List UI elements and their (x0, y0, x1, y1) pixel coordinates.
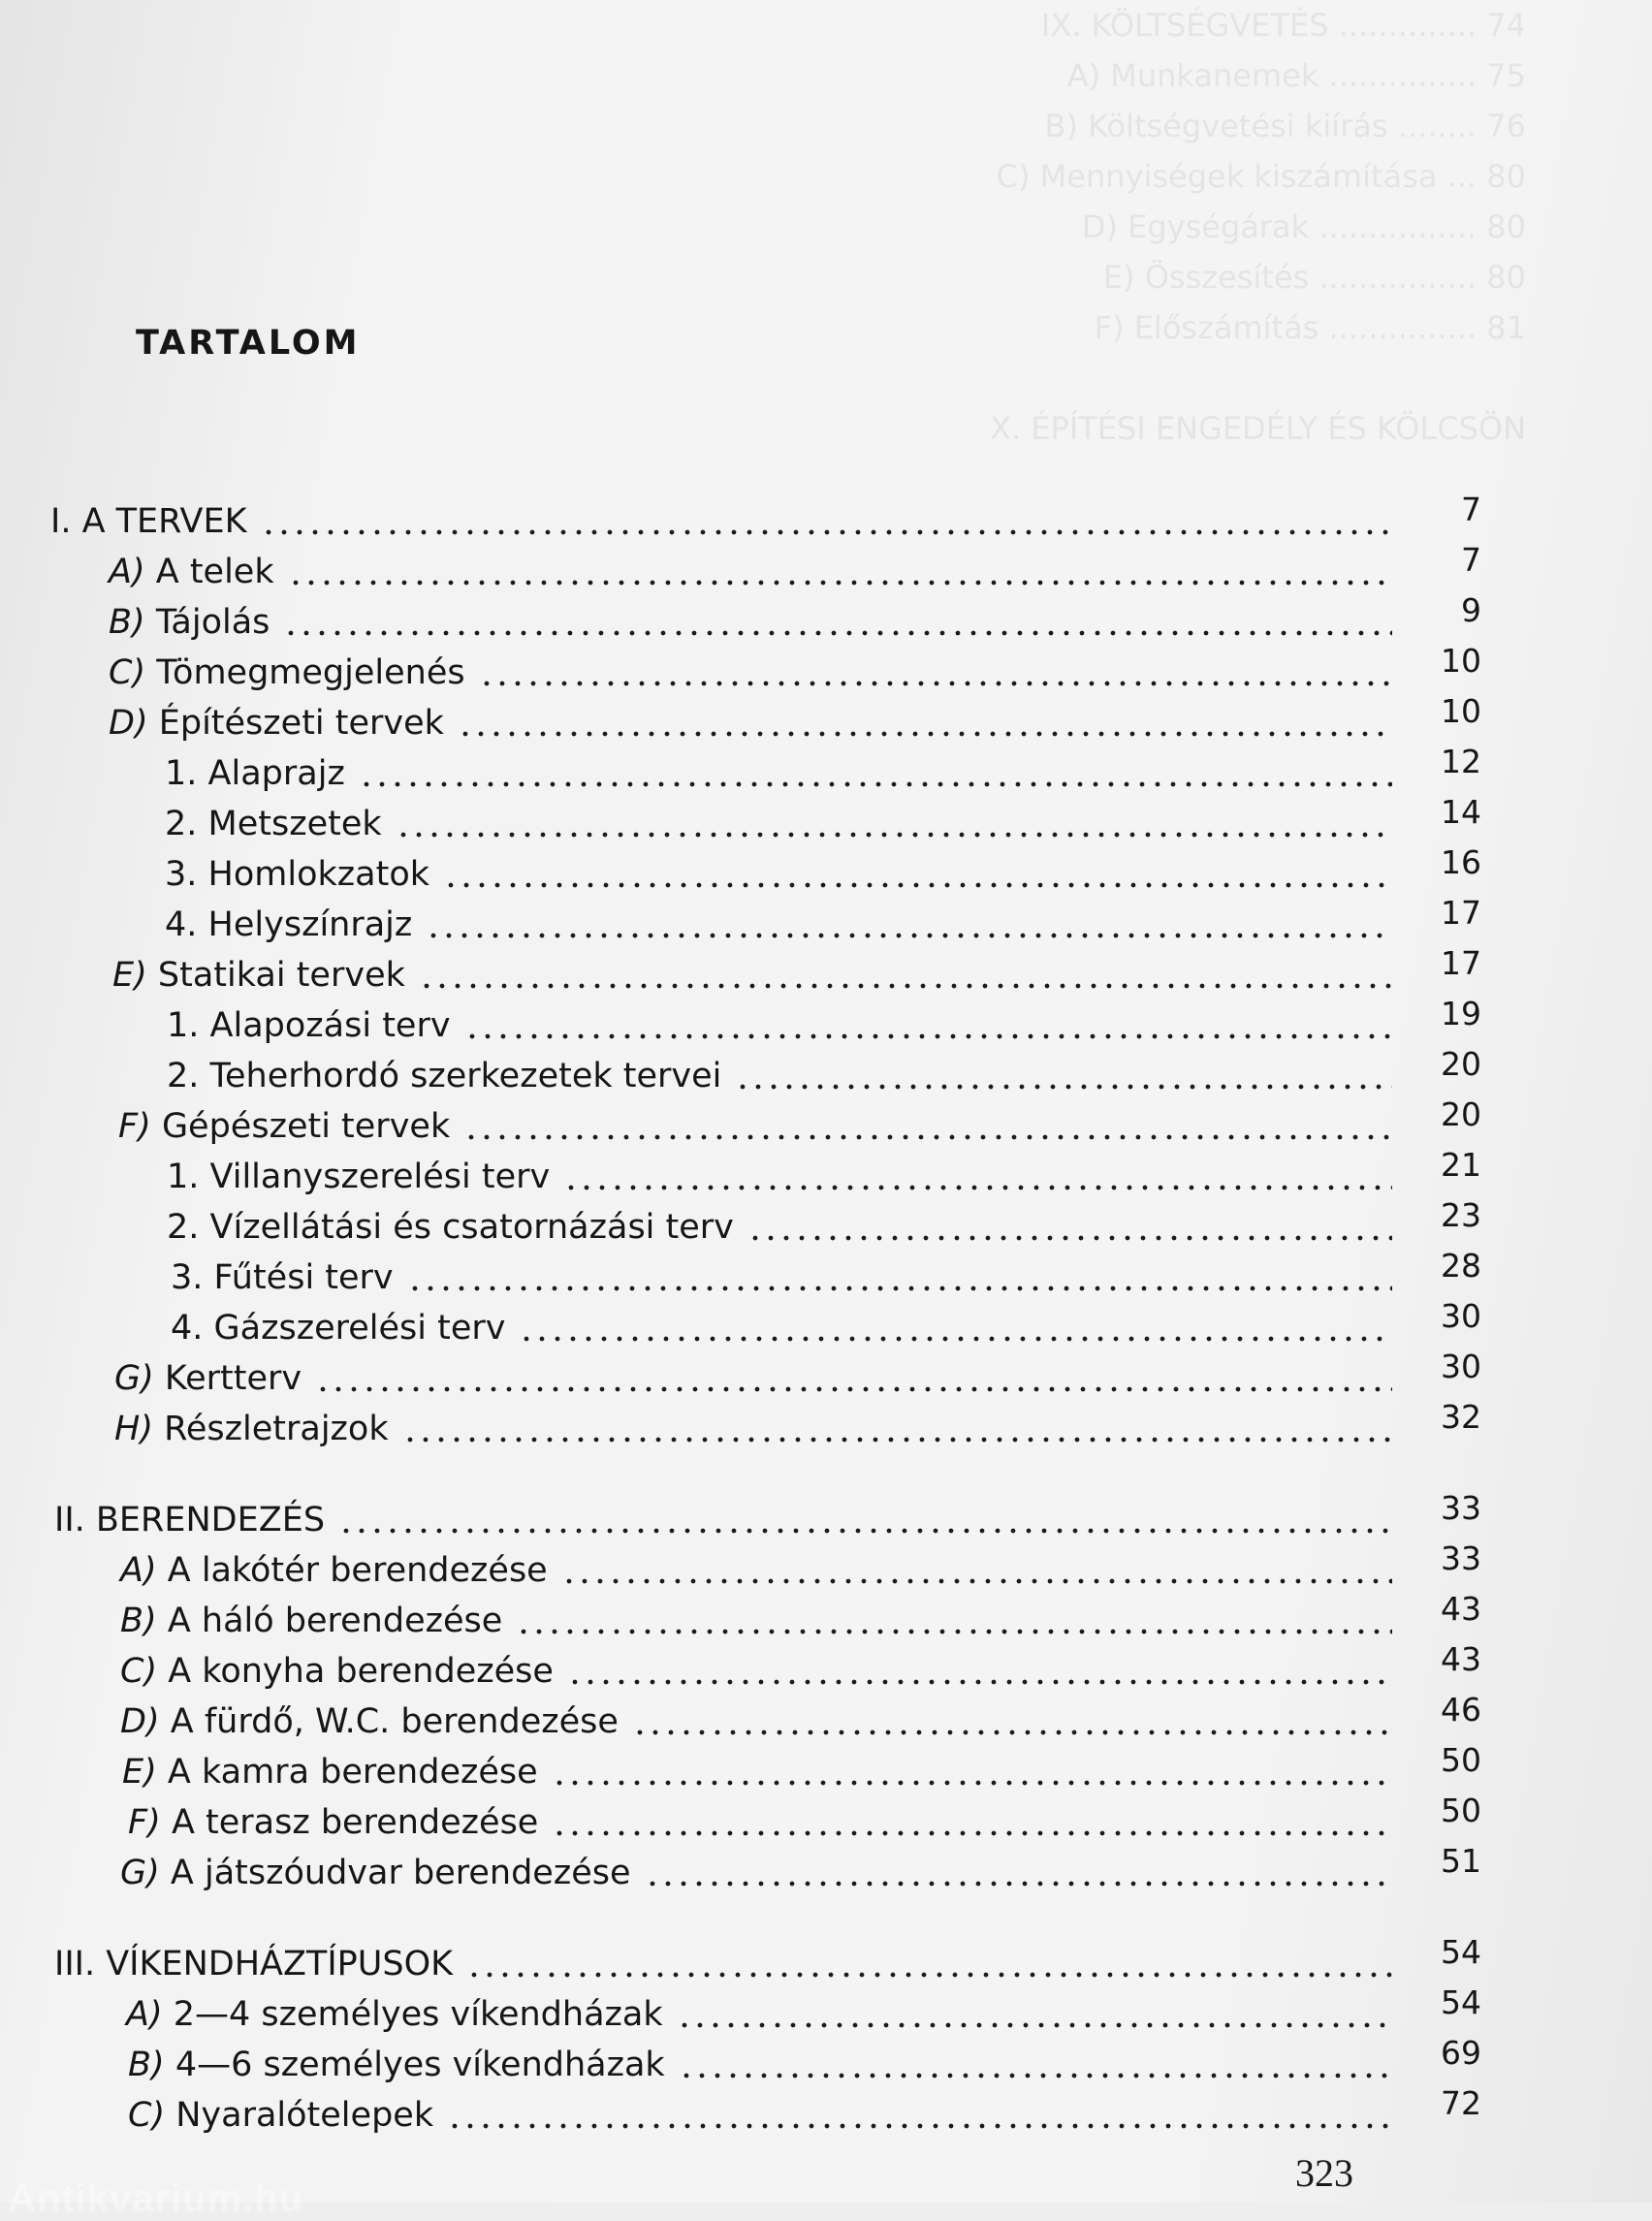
bleed-through-text: IX. KÖLTSÉGVETÉS .............. 74 A) Munkanemek ............... 75 B) Költségvetési kiírás ........ 76 C) Mennyiségek kiszámítása ... 80 D) Egységárak ................ 80 E) Összesítés ................ 80 F) Előszámítás ............... 81 X. ÉPÍTÉSI ENGEDÉLY ÉS KÖLCSÖN (990, 7, 1526, 447)
dot-leader (359, 779, 1392, 789)
toc-entry-page: 33 (1441, 1489, 1481, 1527)
toc-entry-page: 46 (1441, 1691, 1481, 1729)
toc-entry-text: Nyaralótelepek (175, 2096, 434, 2135)
toc-entry (109, 541, 1481, 593)
toc-entry-text: Metszetek (207, 805, 382, 843)
toc-entry-page: 43 (1441, 1590, 1481, 1628)
toc-entry-page: 17 (1441, 894, 1481, 932)
toc-entry-letter: E) (112, 956, 147, 995)
toc-entry-text: A háló berendezése (167, 1602, 503, 1640)
dot-leader (426, 931, 1392, 940)
toc-entry-text: A lakótér berendezése (167, 1551, 548, 1590)
toc-entry-label (167, 1206, 734, 1249)
toc-entry-number: 2. (167, 1208, 200, 1247)
dot-leader (645, 1879, 1393, 1888)
toc-entry-number: II. (54, 1501, 85, 1539)
toc-entry-text: Építészeti tervek (158, 704, 444, 743)
dot-leader (516, 1627, 1392, 1636)
dot-leader (567, 1677, 1392, 1687)
toc-entry-label (54, 1943, 453, 1985)
toc-entry-letter: C) (109, 653, 146, 692)
toc-entry (167, 1196, 1481, 1249)
toc-entry-text: Alapozási terv (209, 1006, 451, 1045)
toc-entry-number: 1. (165, 754, 198, 793)
toc-entry-label (120, 1549, 548, 1592)
toc-entry-letter: B) (109, 603, 145, 642)
toc-entry-letter: C) (128, 2096, 166, 2135)
dot-leader (464, 1031, 1392, 1041)
toc-entry-text: BERENDEZÉS (95, 1501, 326, 1539)
toc-entry-label (128, 2094, 433, 2137)
toc-entry (118, 1095, 1481, 1148)
dot-leader (735, 1082, 1392, 1092)
toc-entry-label (118, 1105, 450, 1148)
toc-entry-letter: D) (109, 704, 148, 743)
dot-leader (561, 1576, 1392, 1586)
toc-entry-label (171, 1307, 505, 1349)
toc-entry-label (54, 1499, 325, 1541)
dot-leader (283, 628, 1392, 638)
toc-entry-text: A fürdő, W.C. berendezése (170, 1702, 619, 1741)
toc-entry (54, 1489, 1481, 1541)
toc-entry-page: 50 (1441, 1792, 1481, 1829)
dot-leader (396, 830, 1392, 840)
toc-entry (120, 1842, 1481, 1894)
toc-entry-number: 3. (171, 1258, 204, 1297)
toc-entry-page: 7 (1461, 491, 1481, 528)
toc-entry-label (120, 1852, 631, 1894)
toc-entry-letter: E) (122, 1753, 157, 1792)
dot-leader (407, 1284, 1392, 1293)
toc-entry-label (128, 1801, 538, 1844)
dot-leader (443, 880, 1392, 890)
toc-entry-label (122, 1751, 538, 1793)
toc-entry-text: A TERVEK (81, 502, 247, 541)
toc-entry-page: 20 (1441, 1095, 1481, 1133)
toc-entry-text: 4—6 személyes víkendházak (175, 2046, 665, 2084)
toc-entry-text: VÍKENDHÁZTÍPUSOK (106, 1945, 454, 1983)
toc-entry-text: A kamra berendezése (167, 1753, 538, 1792)
toc-entry-page: 50 (1441, 1741, 1481, 1779)
toc-entry (165, 843, 1481, 896)
toc-entry-letter: A) (126, 1995, 163, 2034)
toc-entry-number: I. (50, 502, 72, 541)
dot-leader (479, 679, 1392, 688)
toc-entry-letter: F) (128, 1803, 161, 1842)
toc-entry-label (114, 1408, 389, 1450)
toc-entry-label (109, 601, 270, 644)
toc-entry-label (120, 1600, 502, 1642)
toc-entry-number: 2. (167, 1057, 200, 1095)
toc-entry-letter: D) (120, 1702, 160, 1741)
toc-entry-number: 4. (171, 1309, 204, 1348)
toc-entry-page: 7 (1461, 541, 1481, 579)
toc-entry-text: Gázszerelési terv (213, 1309, 506, 1348)
toc-entry-number: 1. (167, 1006, 200, 1045)
toc-entry-number: III. (54, 1945, 96, 1983)
dot-leader (552, 1778, 1392, 1788)
toc-entry-text: Tömegmegjelenés (156, 653, 465, 692)
toc-entry-letter: G) (114, 1359, 154, 1398)
toc-entry-page: 10 (1441, 642, 1481, 680)
toc-entry-page: 28 (1441, 1247, 1481, 1285)
toc-entry (171, 1247, 1481, 1299)
toc-entry (120, 1539, 1481, 1592)
toc-entry (171, 1297, 1481, 1349)
toc-entry-number: 1. (167, 1158, 200, 1196)
toc-entry-page: 54 (1441, 1933, 1481, 1971)
toc-entry-letter: C) (120, 1652, 158, 1691)
toc-entry (128, 1792, 1481, 1844)
toc-entry-label (165, 803, 382, 845)
toc-entry (109, 692, 1481, 745)
toc-entry-label (126, 1993, 663, 2036)
toc-entry-text: A konyha berendezése (168, 1652, 554, 1691)
toc-entry-page: 16 (1441, 843, 1481, 881)
toc-entry-label (109, 702, 444, 745)
dot-leader (632, 1728, 1392, 1737)
toc-entry-page: 54 (1441, 1983, 1481, 2021)
toc-entry-page: 32 (1441, 1398, 1481, 1436)
toc-entry-page: 10 (1441, 692, 1481, 730)
toc-entry-page: 20 (1441, 1045, 1481, 1083)
dot-leader (677, 2020, 1392, 2030)
toc-entry-label (167, 1004, 451, 1047)
toc-entry-page: 12 (1441, 743, 1481, 780)
toc-entry-text: A terasz berendezése (171, 1803, 539, 1842)
toc-entry-text: Kertterv (164, 1359, 302, 1398)
toc-entry-text: Vízellátási és csatornázási terv (209, 1208, 734, 1247)
toc-entry (165, 894, 1481, 946)
dot-leader (552, 1828, 1392, 1838)
toc-entry-text: Homlokzatok (207, 855, 430, 894)
toc-entry-label (50, 500, 247, 543)
page-number: 323 (1295, 2151, 1353, 2195)
toc-entry-page: 43 (1441, 1640, 1481, 1678)
toc-entry-label (165, 853, 429, 896)
toc-entry (167, 1146, 1481, 1198)
dot-leader (747, 1233, 1392, 1243)
toc-entry-text: Gépészeti tervek (161, 1107, 451, 1146)
toc-entry-letter: F) (118, 1107, 151, 1146)
toc-entry-letter: B) (128, 2046, 165, 2084)
dot-leader (315, 1384, 1392, 1394)
toc-entry-label (128, 2044, 665, 2086)
toc-entry (165, 793, 1481, 845)
dot-leader (463, 1132, 1392, 1142)
toc-entry (114, 1398, 1481, 1450)
toc-entry-label (120, 1650, 554, 1693)
toc-entry-text: Helyszínrajz (207, 905, 413, 944)
dot-leader (563, 1183, 1392, 1192)
toc-entry-page: 30 (1441, 1348, 1481, 1385)
dot-leader (288, 578, 1392, 587)
toc-entry (120, 1691, 1481, 1743)
dot-leader (261, 527, 1392, 537)
dot-leader (338, 1526, 1392, 1536)
toc-entry-letter: G) (120, 1854, 160, 1892)
dot-leader (447, 2121, 1392, 2131)
toc-entry-page: 19 (1441, 995, 1481, 1032)
toc-entry-text: Villanyszerelési terv (209, 1158, 551, 1196)
toc-entry-letter: B) (120, 1602, 157, 1640)
toc-entry-text: Alaprajz (207, 754, 345, 793)
toc-entry (120, 1640, 1481, 1693)
toc-entry-text: Részletrajzok (164, 1410, 389, 1448)
toc-entry-page: 17 (1441, 944, 1481, 982)
toc-entry (109, 591, 1481, 644)
dot-leader (402, 1435, 1392, 1444)
toc-entry-page: 33 (1441, 1539, 1481, 1577)
toc-entry-text: Statikai tervek (157, 956, 405, 995)
toc-entry-label (167, 1055, 721, 1097)
dot-leader (419, 981, 1392, 991)
toc-entry-text: A telek (155, 553, 274, 591)
dot-leader (679, 2071, 1392, 2080)
dot-leader (519, 1334, 1392, 1344)
toc-entry-number: 2. (165, 805, 198, 843)
toc-entry (112, 944, 1481, 997)
toc-entry-page: 23 (1441, 1196, 1481, 1234)
toc-entry (109, 642, 1481, 694)
toc-entry-text: Fűtési terv (213, 1258, 394, 1297)
toc-entry-letter: H) (114, 1410, 153, 1448)
toc-entry-text: Teherhordó szerkezetek tervei (209, 1057, 722, 1095)
toc-entry (126, 1983, 1481, 2036)
toc-entry (128, 2034, 1481, 2086)
toc-entry-label (165, 752, 345, 795)
toc-entry-text: Tájolás (155, 603, 270, 642)
toc-entry-label (109, 651, 465, 694)
toc-entry-letter: A) (120, 1551, 157, 1590)
toc-entry-number: 4. (165, 905, 198, 944)
toc-entry (114, 1348, 1481, 1400)
toc-entry (120, 1590, 1481, 1642)
toc-entry-page: 72 (1441, 2084, 1481, 2122)
toc-entry-label (109, 551, 274, 593)
toc-entry-page: 51 (1441, 1842, 1481, 1880)
toc-entry (167, 995, 1481, 1047)
toc-entry-text: 2—4 személyes víkendházak (173, 1995, 663, 2034)
toc-entry-page: 30 (1441, 1297, 1481, 1335)
toc-entry (54, 1933, 1481, 1985)
toc-entry-text: A játszóudvar berendezése (170, 1854, 631, 1892)
toc-entry-letter: A) (109, 553, 145, 591)
toc-entry-page: 69 (1441, 2034, 1481, 2072)
toc-entry-page: 14 (1441, 793, 1481, 831)
toc-entry (167, 1045, 1481, 1097)
toc-entry (128, 2084, 1481, 2137)
page-title: TARTALOM (136, 324, 361, 363)
toc-entry-label (167, 1156, 550, 1198)
toc-entry (165, 743, 1481, 795)
toc-entry-page: 9 (1461, 591, 1481, 629)
toc-entry-label (114, 1357, 302, 1400)
toc-entry-label (120, 1700, 619, 1743)
toc-entry-label (171, 1256, 394, 1299)
toc-entry-label (165, 904, 412, 946)
toc-entry-number: 3. (165, 855, 198, 894)
dot-leader (458, 729, 1392, 739)
watermark: Antikvarium.hu (8, 2177, 304, 2220)
dot-leader (466, 1970, 1392, 1980)
toc-entry (50, 491, 1481, 543)
toc-entry-label (112, 954, 405, 997)
toc-entry-page: 21 (1441, 1146, 1481, 1184)
toc-entry (122, 1741, 1481, 1793)
